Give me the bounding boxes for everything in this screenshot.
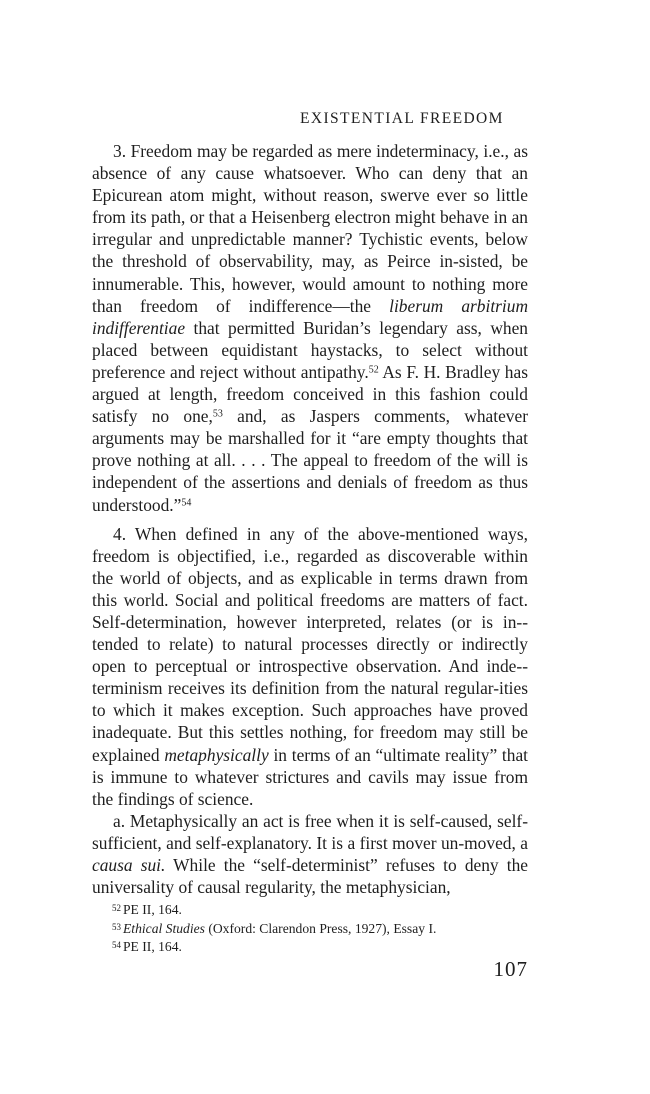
footnote-text: (Oxford: Clarendon Press, 1927), Essay I. xyxy=(204,920,437,936)
paragraph-3 xyxy=(92,140,528,516)
footnote-number: 54 xyxy=(112,940,121,951)
paragraph-4-text-1: 4. When defined in any of the above-mentioned ways, freedom is objectified, i.e., regarded as discoverable within the world of objects, and as explicable in terms drawn from this world. Social and political freedoms are matters of fact. Self-determination, however interpreted, relates (or is in-tended to relate) to natural processes directly or indirectly open to perceptual or introspective observation. And inde-terminism receives its definition from the natural regular-ities to which it makes exception. Such approaches have proved inadequate. But this settles nothing, for freedom may still be explained xyxy=(92,523,528,765)
paragraph-3-text-2: that permitted Buridan’s legendary ass, when placed between equidistant haystacks, to select without preference and reject without antipathy. xyxy=(92,317,528,382)
footnote-ref-54: 54 xyxy=(181,497,192,508)
paragraph-3-italic: liberum arbitrium indifferentiae xyxy=(92,295,529,338)
paragraph-3-text-4: and, as Jaspers comments, whatever arguments may be marshalled for it “are empty thoughts that prove nothing at all. . . . The appeal to freedom of the will is independent of the assertions and denials of freedom as thus understood.” xyxy=(92,406,528,515)
footnote-ref-52: 52 xyxy=(368,364,379,376)
paragraph-4 xyxy=(92,523,528,810)
footnote-number: 53 xyxy=(112,921,121,932)
paragraph-3-text-1: 3. Freedom may be regarded as mere indeterminacy, i.e., as absence of any cause whatsoever. Who can deny that an Epicurean atom might, without reason, swerve ever so little from its path, or that a Heisenberg electron might behave in an irregular and unpredictable manner? Tychistic events, below the threshold of observability, may, as Peirce in-sisted, be innumerable. This, however, would amount to nothing more than freedom of indifference—the xyxy=(92,141,528,316)
running-header: EXISTENTIAL FREEDOM xyxy=(300,110,504,127)
footnote-text: PE II, 164. xyxy=(123,939,182,955)
footnote-text: PE II, 164. xyxy=(123,902,182,918)
footnote-italic-title: Ethical Studies xyxy=(123,920,205,936)
paragraph-a xyxy=(92,810,528,898)
footnotes xyxy=(112,900,528,956)
footnote-53 xyxy=(112,919,528,938)
footnote-ref-53: 53 xyxy=(212,408,223,420)
paragraph-3-text-3: As F. H. Bradley has argued at length, freedom conceived in this fashion could satisfy no one, xyxy=(92,361,528,427)
main-text xyxy=(92,140,528,898)
paragraph-4-text-2: in terms of an “ultimate reality” that is immune to whatever strictures and cavils may issue from the findings of science. xyxy=(92,744,529,809)
footnote-number: 52 xyxy=(112,903,121,913)
footnote-54 xyxy=(112,937,528,956)
paragraph-a-text-1: a. Metaphysically an act is free when it is self-caused, self-sufficient, and self-explanatory. It is a first mover un-moved, a xyxy=(92,810,528,853)
paragraph-a-text-2: While the “self-determinist” refuses to deny the universality of causal regularity, the metaphysician, xyxy=(92,855,528,898)
paragraph-4-italic: metaphysically xyxy=(164,744,269,765)
page-number: 107 xyxy=(493,957,528,981)
paragraph-a-italic: causa sui. xyxy=(92,855,166,875)
footnote-52 xyxy=(112,900,528,919)
